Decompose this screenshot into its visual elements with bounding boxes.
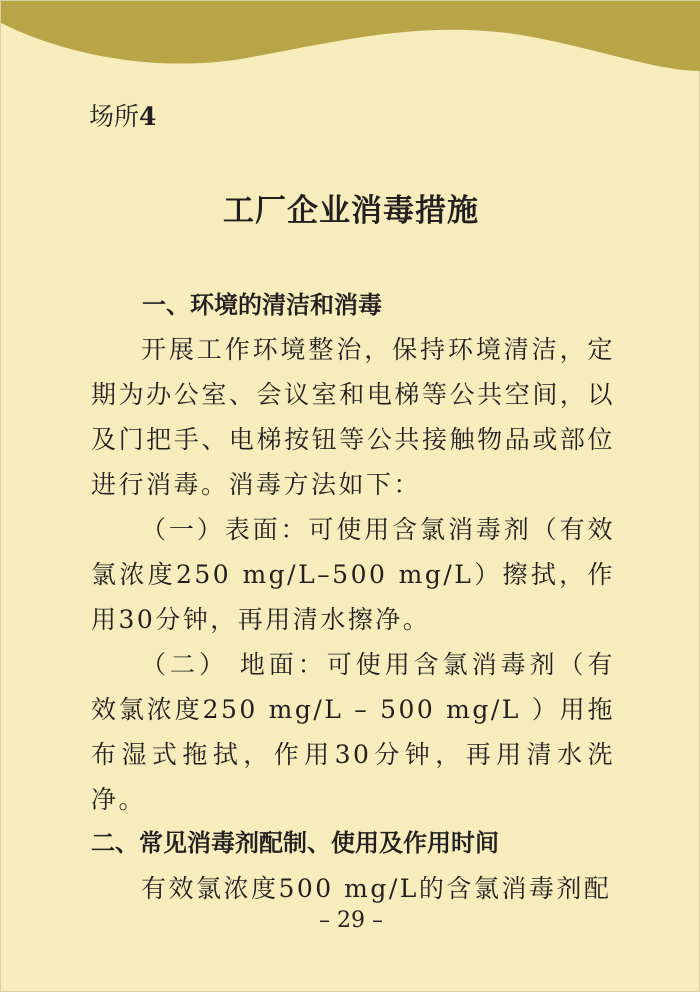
paragraph-disinfectant-prep: 有效氯浓度500 mg/L的含氯消毒剂配: [141, 874, 612, 903]
section-heading-cleaning: 一、环境的清洁和消毒: [142, 291, 382, 319]
page-number: – 29 –: [319, 908, 383, 933]
paragraph-intro: 开展工作环境整治，保持环境清洁，定期为办公室、会议室和电梯等公共空间，以及门把手、电梯按钮等公共接触物品或部位进行消毒。消毒方法如下：: [91, 335, 615, 499]
section-label-number: 4: [139, 102, 157, 131]
page-title: 工厂企业消毒措施: [223, 193, 479, 229]
content-body: [91, 289, 615, 911]
section-label-prefix: 场所: [89, 102, 140, 131]
paragraph-surface: （一）表面：可使用含氯消毒剂（有效氯浓度250 mg/L–500 mg/L）擦拭，作用30分钟，再用清水擦净。: [91, 515, 615, 634]
section-heading-disinfectants: 二、常见消毒剂配制、使用及作用时间: [91, 829, 499, 857]
header-wave-decoration: [1, 1, 700, 81]
section-label: [89, 101, 156, 133]
paragraph-floor: （二） 地面：可使用含氯消毒剂（有效氯浓度250 mg/L – 500 mg/L ）用拖布湿式拖拭，作用30分钟，再用清水洗净。: [91, 650, 615, 814]
